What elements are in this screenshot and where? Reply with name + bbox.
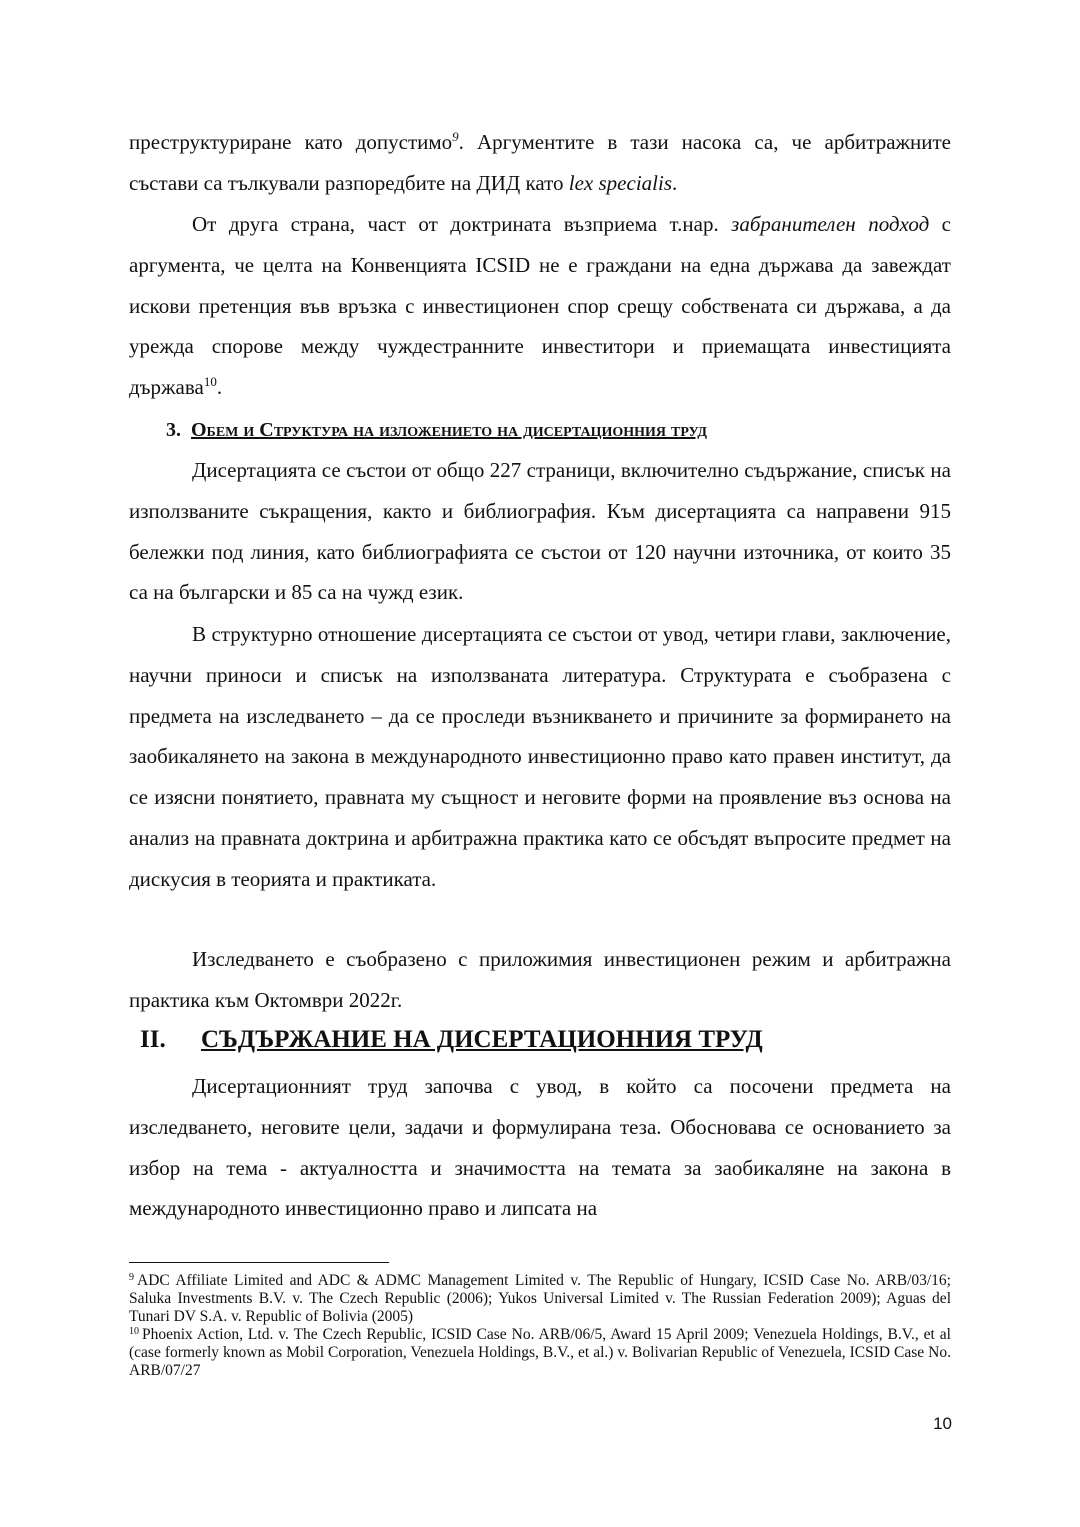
paragraph: В структурно отношение дисертацията се състои от увод, четири глави, заключение, научни приноси и списък на използваната литература. Структурата е съобразена с предмета на изследването – да се проследи възникването и причините за формирането на заобикалянето на закона в международното инвестиционно право като правен институт, да се изясни понятието, правната му същност и неговите форми на проявление въз основа на анализ на правната доктрина и арбитражна практика като се обсъдят въпросите предмет на дискусия в теорията и практиката. [129,622,951,891]
footnote [129,1272,951,1326]
paragraph: Дисертацията се състои от общо 227 страници, включително съдържание, списък на използваните съкращения, както и библиография. Към дисертацията са направени 915 бележки под линия, като библиографията се състои от 120 научни източника, от които 35 са на български и 85 са на чужд език. [129,458,951,605]
footnote-ref[interactable]: 9 [452,129,459,144]
footnote-text: ADC Affiliate Limited and ADC & ADMC Management Limited v. The Republic of Hungary, ICSID Case No. ARB/03/16; Saluka Investments B.V. v. The Czech Republic (2006); Yukos Universal Limited v. The Russian Federation 2009); Aguas del Tunari DV S.A. v. Republic of Bolivia (2005) [129,1272,951,1325]
footnote-text: Phoenix Action, Ltd. v. The Czech Republic, ICSID Case No. ARB/06/5, Award 15 April 2009; Venezuela Holdings, B.V., et al (case formerly known as Mobil Corporation, Venezuela Holdings, B.V., et al.) v. Bolivarian Republic of Venezuela, ICSID Case No. ARB/07/27 [129,1326,951,1379]
paragraph-contents [129,1066,951,1229]
footnote-ref[interactable]: 10 [203,374,217,390]
footnote-divider [129,1262,389,1263]
page-number: 10 [933,1414,952,1433]
heading-number: 3. [166,419,181,441]
paragraph [129,122,951,204]
section-heading-3 [166,410,966,450]
paragraph: Изследването е съобразено с приложимия инвестиционен режим и арбитражна практика към Октомври 2022г. [129,947,951,1012]
section-heading-2 [140,1020,960,1060]
heading-title: Обем и Структура на изложението на дисертационния труд [191,419,708,441]
paragraph-intro-continuation [129,122,951,204]
paragraph-text: преструктуриране като допустимо [129,130,453,154]
footnotes [129,1272,951,1380]
italic-term: забранителен подход [731,212,930,236]
paragraph-text: От друга страна, част от доктрината възприема т.нар. [192,212,732,236]
paragraph-text: . Аргументите в тази насока са, че арбитражните състави са тълкували разпоредбите на ДИД като [129,130,951,195]
paragraph-text: . [672,170,678,195]
paragraph-text: с аргумента, че целта на Конвенцията ICSID не е граждани на една държава да завеждат искови претенция във връзка с инвестиционен спор срещу собствената си държава, а да урежда спорове между чуждестранните инвеститори и приемащата инвестицията държава [129,212,951,400]
footnote-number: 10 [129,1326,139,1337]
paragraph-text: . [216,375,223,400]
footnote [129,1326,951,1380]
paragraph-volume [129,450,951,613]
heading-title: СЪДЪРЖАНИЕ НА ДИСЕРТАЦИОННИЯ ТРУД [201,1026,763,1053]
paragraph [129,204,951,408]
italic-term: lex specialis [568,170,672,195]
footnote-number: 9 [129,1272,134,1283]
paragraph-structure [129,614,951,900]
paragraph-applicable-regime [129,939,951,1021]
paragraph: Дисертационният труд започва с увод, в който са посочени предмета на изследването, неговите цели, задачи и формулирана теза. Обосновава се основанието за избор на тема - актуалността и значимостта на темата за заобикаляне на закона в международното инвестиционно право и липсата на [129,1074,951,1221]
heading-number: II. [140,1026,166,1053]
paragraph-prohibitive-approach [129,204,951,408]
